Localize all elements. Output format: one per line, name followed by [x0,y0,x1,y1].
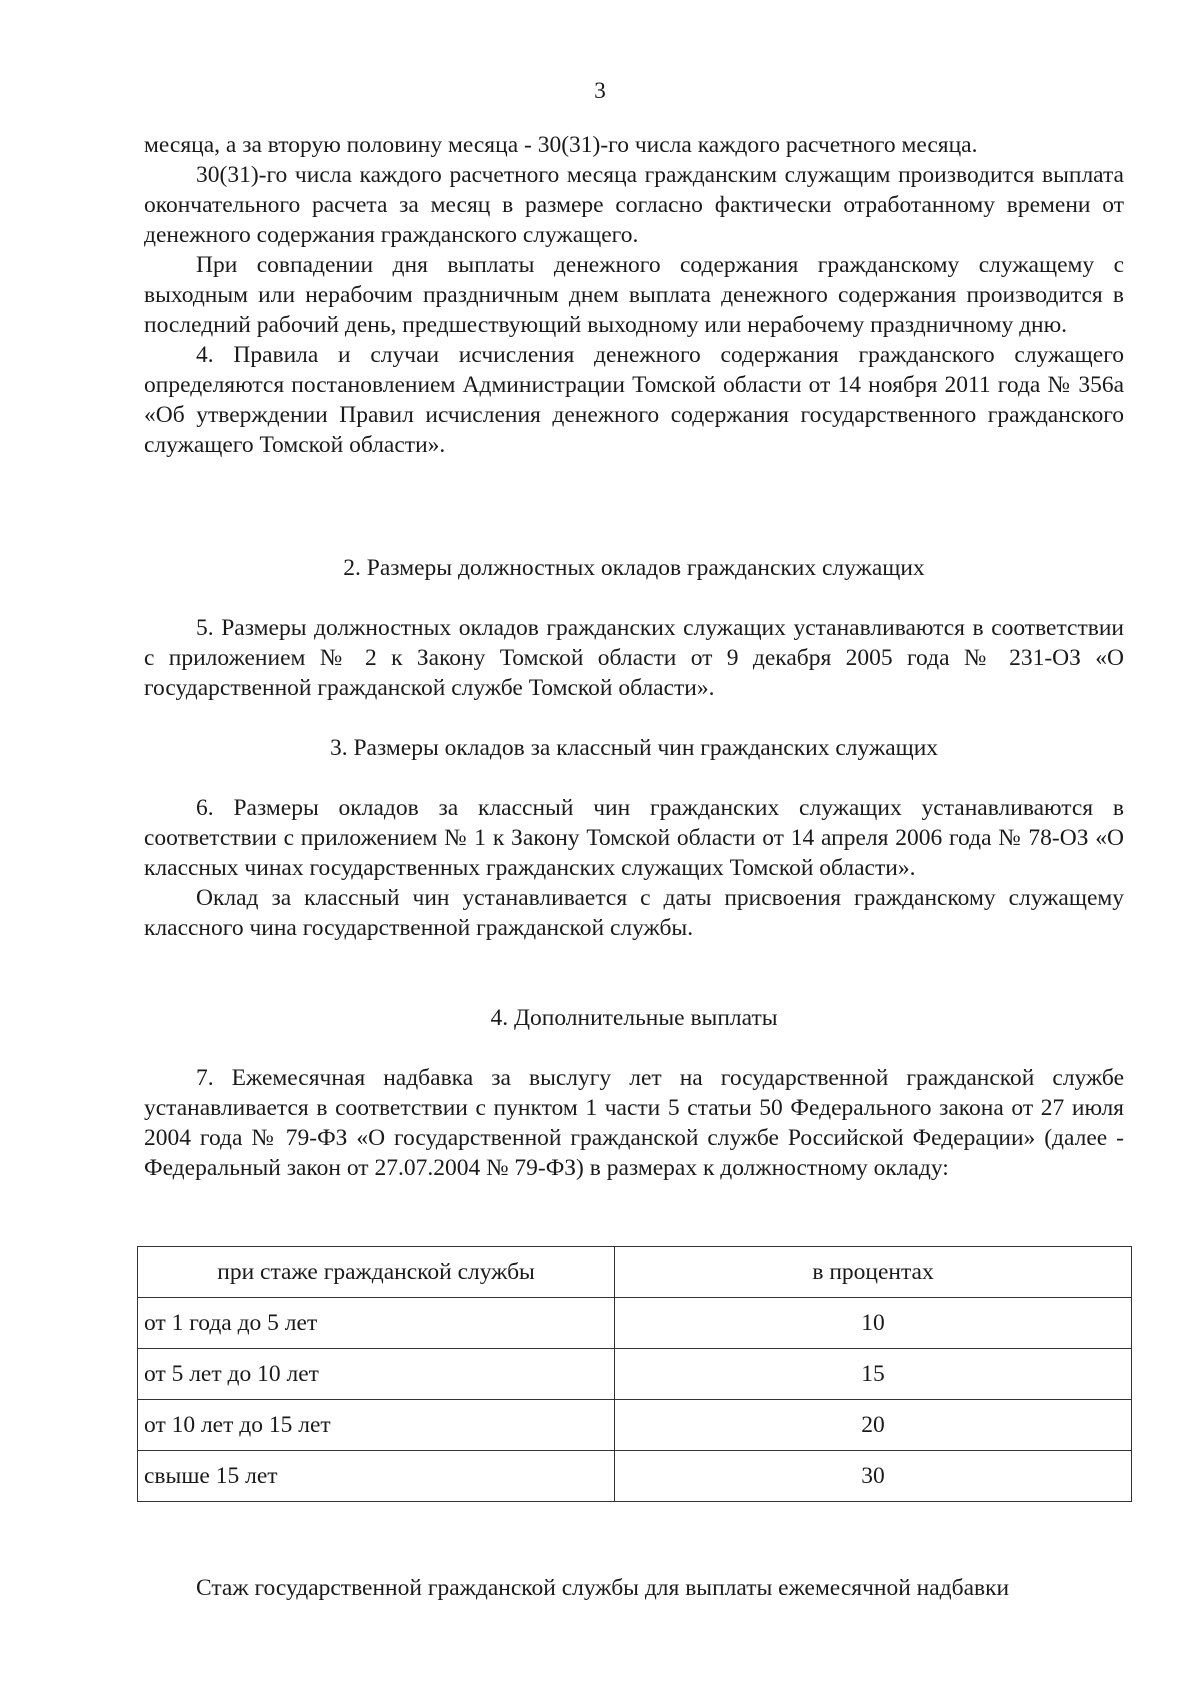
page-number: 3 [594,78,606,104]
table-cell: от 10 лет до 15 лет [138,1400,615,1451]
table-cell: от 5 лет до 10 лет [138,1349,615,1400]
table-cell: 30 [615,1451,1132,1502]
intro-line: месяца, а за вторую половину месяца - 30(31)-го числа каждого расчетного месяца. [144,132,978,158]
table-cell: от 1 года до 5 лет [138,1298,615,1349]
table-header-row [138,1247,1132,1298]
closing-block [144,1573,1124,1603]
section-3-block [144,793,1124,943]
table-cell: свыше 15 лет [138,1451,615,1502]
table-row [138,1451,1132,1502]
table-row [138,1349,1132,1400]
table-row [138,1400,1132,1451]
paragraph-7: 7. Ежемесячная надбавка за выслугу лет на государственной гражданской службе устанавливается в соответствии с пунктом 1 части 5 статьи 50 Федерального закона от 27 июля 2004 года № 79-ФЗ «О государственной гражданской службе Российской Федерации» (далее - Федеральный закон от 27.07.2004 № 79-ФЗ) в размерах к должностному окладу: [144,1065,1124,1181]
section-4-heading: 4. Дополнительные выплаты [490,1005,778,1031]
section-3-heading: 3. Размеры окладов за классный чин гражданских служащих [329,735,939,761]
section-2-block [144,613,1124,703]
paragraph-holiday-payment: При совпадении дня выплаты денежного содержания гражданскому служащему с выходным или нерабочим праздничным днем выплата денежного содержания производится в последний рабочий день, предшествующий выходному или нерабочему праздничному дню. [144,252,1124,338]
table-cell: 15 [615,1349,1132,1400]
seniority-table [137,1246,1132,1502]
table-header-cell: при стаже гражданской службы [138,1247,615,1298]
closing-paragraph: Стаж государственной гражданской службы для выплаты ежемесячной надбавки [196,1575,1010,1601]
section-4-block [144,1063,1124,1183]
table-row [138,1298,1132,1349]
intro-block [144,130,1124,460]
table-cell: 10 [615,1298,1132,1349]
paragraph-final-payment: 30(31)-го числа каждого расчетного месяца гражданским служащим производится выплата окончательного расчета за месяц в размере согласно фактически отработанному времени от денежного содержания гражданского служащего. [144,162,1124,248]
table-cell: 20 [615,1400,1132,1451]
paragraph-4: 4. Правила и случаи исчисления денежного содержания гражданского служащего определяются постановлением Администрации Томской области от 14 ноября 2011 года № 356а «Об утверждении Правил исчисления денежного содержания государственного гражданского служащего Томской области». [144,342,1124,458]
paragraph-6-addendum: Оклад за классный чин устанавливается с даты присвоения гражданскому служащему классного чина государственной гражданской службы. [144,885,1124,941]
table-header-cell: в процентах [615,1247,1132,1298]
paragraph-6: 6. Размеры окладов за классный чин гражданских служащих устанавливаются в соответствии с приложением № 1 к Закону Томской области от 14 апреля 2006 года № 78-ОЗ «О классных чинах государственных гражданских служащих Томской области». [144,795,1124,881]
paragraph-5: 5. Размеры должностных окладов гражданских служащих устанавливаются в соответствии с приложением № 2 к Закону Томской области от 9 декабря 2005 года № 231-ОЗ «О государственной гражданской службе Томской области». [144,615,1124,701]
section-2-heading: 2. Размеры должностных окладов гражданских служащих [343,555,925,581]
